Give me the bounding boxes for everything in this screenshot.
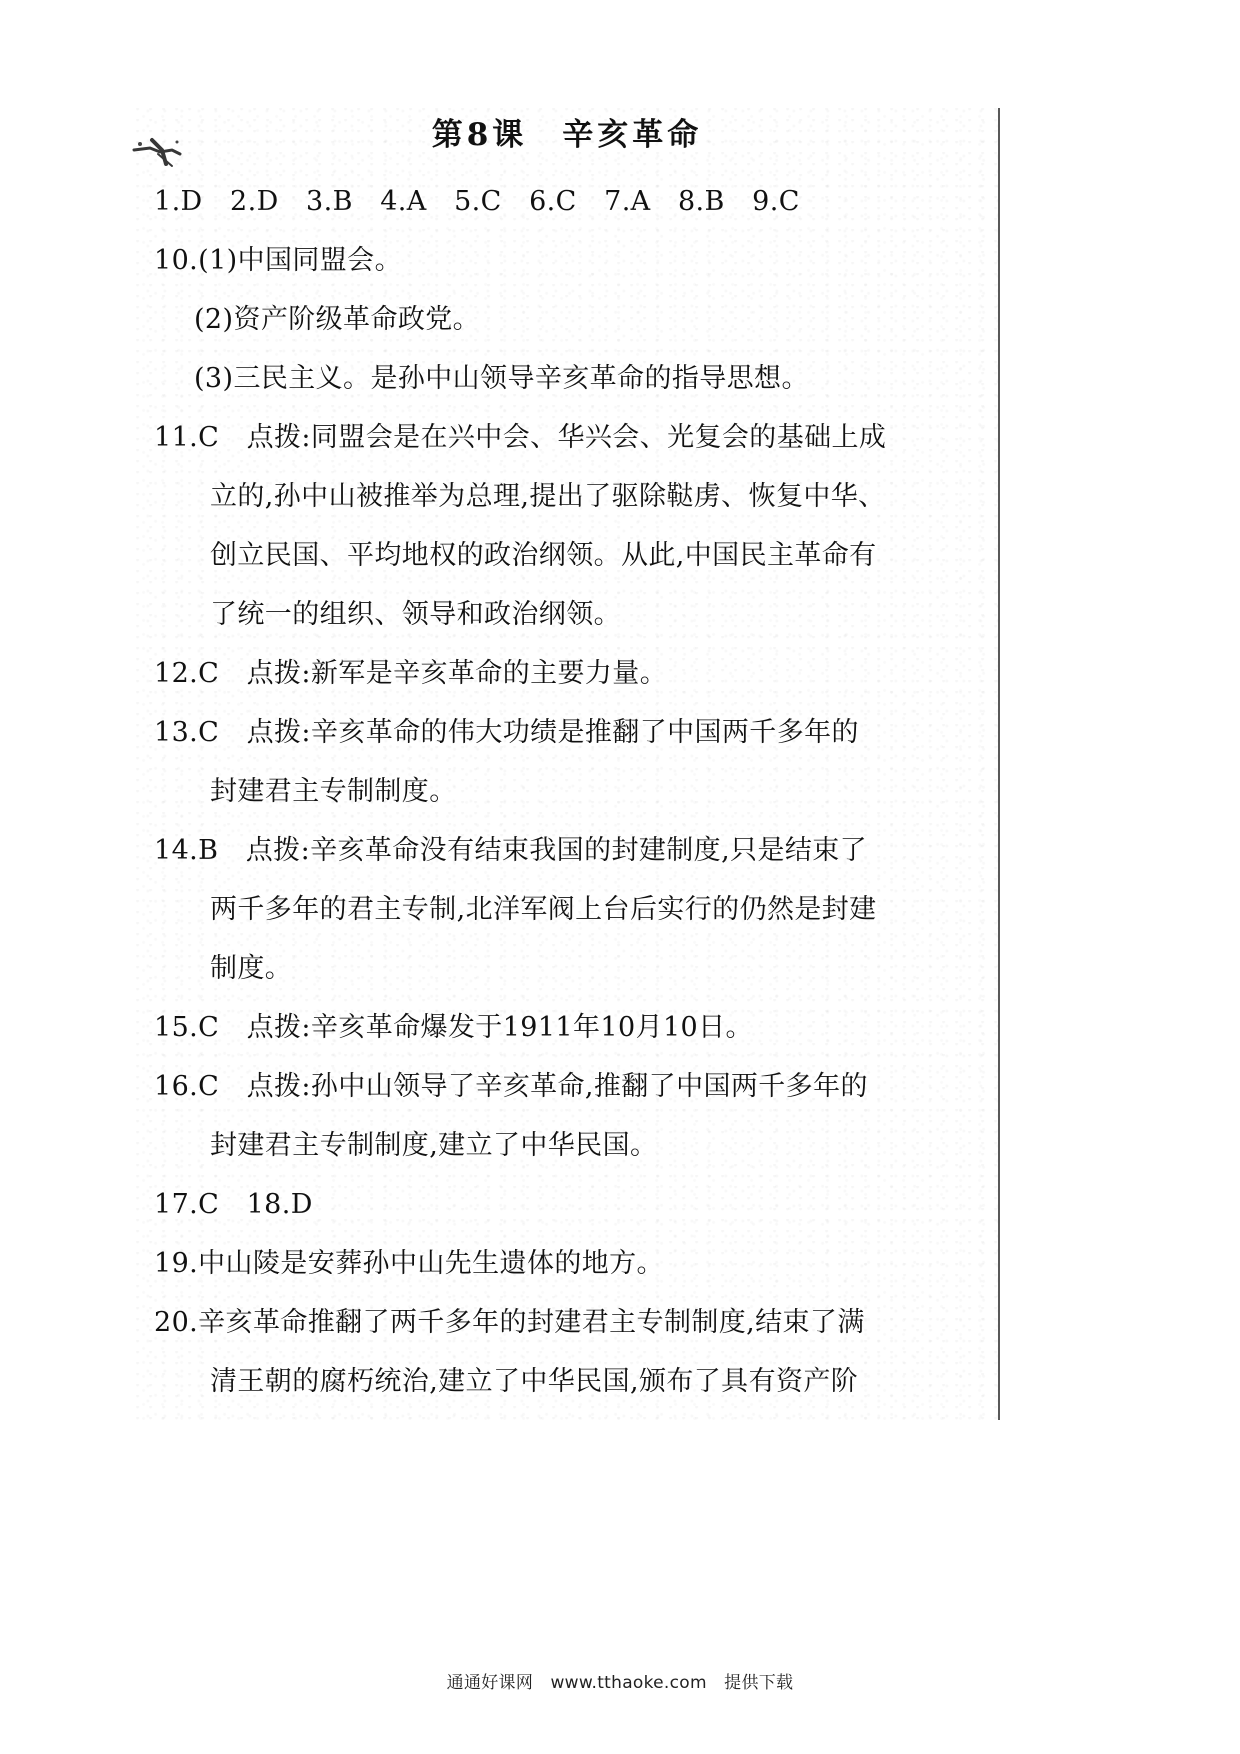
answer-line-17: 封建君主专制制度,建立了中华民国。 — [210, 1130, 658, 1161]
answer-line-3: (2)资产阶级革命政党。 — [194, 304, 481, 335]
answer-line-21: 清王朝的腐朽统治,建立了中华民国,颁布了具有资产阶 — [210, 1366, 859, 1397]
scan-edge-line — [998, 108, 1000, 1420]
answer-line-9: 12.C 点拨:新军是辛亥革命的主要力量。 — [154, 658, 668, 689]
answer-line-8: 了统一的组织、领导和政治纲领。 — [210, 599, 621, 630]
answer-line-14: 制度。 — [210, 953, 293, 984]
answer-line-4: (3)三民主义。是孙中山领导辛亥革命的指导思想。 — [194, 363, 809, 394]
answer-line-19: 19.中山陵是安葬孙中山先生遗体的地方。 — [154, 1248, 664, 1279]
answer-line-13: 两千多年的君主专制,北洋军阀上台后实行的仍然是封建 — [210, 894, 877, 925]
answer-line-18: 17.C 18.D — [154, 1189, 313, 1220]
answer-line-1: 1.D 2.D 3.B 4.A 5.C 6.C 7.A 8.B 9.C — [154, 186, 800, 217]
answer-line-12: 14.B 点拨:辛亥革命没有结束我国的封建制度,只是结束了 — [154, 835, 868, 866]
answer-line-15: 15.C 点拨:辛亥革命爆发于1911年10月10日。 — [154, 1012, 753, 1043]
answer-line-16: 16.C 点拨:孙中山领导了辛亥革命,推翻了中国两千多年的 — [154, 1071, 868, 1102]
answer-line-7: 创立民国、平均地权的政治纲领。从此,中国民主革命有 — [210, 540, 877, 571]
download-footer: 通通好课网 www.tthaoke.com 提供下载 — [446, 1673, 794, 1693]
answer-line-20: 20.辛亥革命推翻了两千多年的封建君主专制制度,结束了满 — [154, 1307, 865, 1338]
scanned-page — [136, 108, 998, 1420]
page-title: 第8课 辛亥革命 — [431, 117, 703, 153]
answer-line-6: 立的,孙中山被推举为总理,提出了驱除鞑虏、恢复中华、 — [210, 481, 886, 512]
answer-line-5: 11.C 点拨:同盟会是在兴中会、华兴会、光复会的基础上成 — [154, 422, 887, 453]
answer-line-11: 封建君主专制制度。 — [210, 776, 457, 807]
answer-line-2: 10.(1)中国同盟会。 — [154, 245, 402, 276]
answer-line-10: 13.C 点拨:辛亥革命的伟大功绩是推翻了中国两千多年的 — [154, 717, 859, 748]
